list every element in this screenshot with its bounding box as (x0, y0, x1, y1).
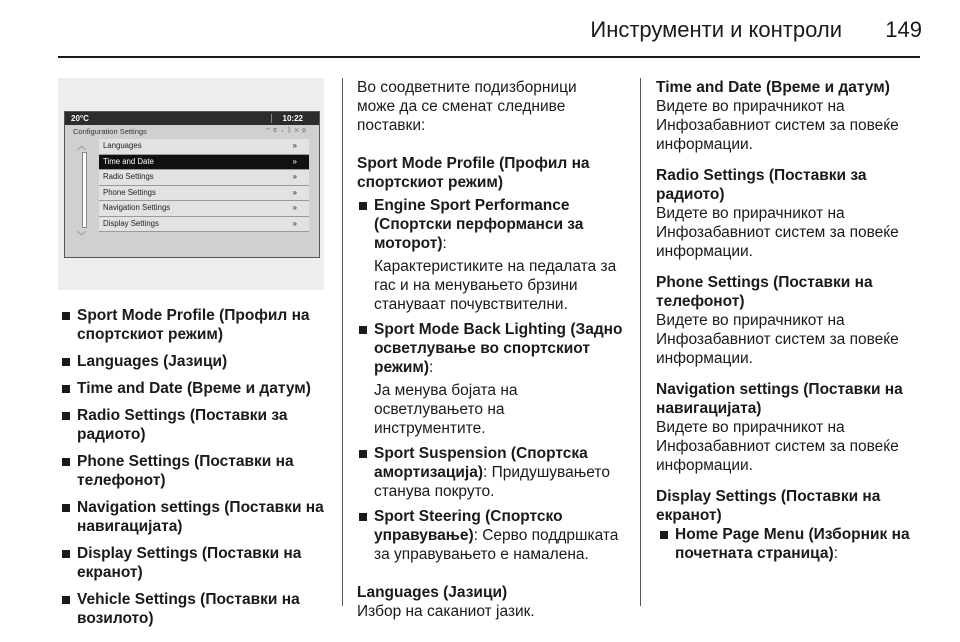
languages-description: Избор на саканиот јазик. (357, 603, 535, 620)
status-bar (65, 112, 319, 125)
screen-title: Configuration Settings (73, 127, 147, 136)
display-settings-heading: екранот) (656, 507, 722, 524)
intro-line: Во соодветните подизборници (357, 79, 577, 96)
menu-item[interactable] (99, 155, 309, 171)
clock-readout: 10:22 (282, 114, 303, 123)
settings-list-item: Phone Settings (Поставки на телефонот) (60, 452, 330, 490)
scroll-down-icon[interactable]: ﹀ (77, 231, 87, 241)
settings-icon: ⚙ (301, 127, 309, 134)
column-2 (357, 78, 629, 621)
menu-item[interactable] (99, 139, 309, 155)
settings-menu (99, 139, 309, 232)
lighting-bullet: Sport Mode Back Lighting (Задно осветлување во спортскиот режим): Ја менува бојата на осветлувањето на инструментите. (357, 320, 629, 438)
intro-line: може да се сменат следниве (357, 98, 566, 115)
languages-heading: Languages (Јазици) (357, 584, 508, 601)
menu-item-label: Time and Date (103, 156, 154, 166)
menu-item[interactable] (99, 170, 309, 186)
mute-icon: ✕ (294, 127, 302, 134)
temperature-readout: 20°C (71, 114, 89, 123)
settings-list-item: Languages (Јазици) (60, 352, 330, 371)
column-1 (60, 306, 330, 636)
column-divider-1 (342, 78, 343, 606)
menu-item-label: Languages (103, 141, 142, 150)
sport-mode-heading: Sport Mode Profile (Профил на (357, 155, 590, 172)
menu-item[interactable] (99, 186, 309, 202)
status-divider (271, 114, 272, 123)
home-page-bullet: Home Page Menu (Изборник на почетната страница): (658, 525, 936, 563)
menu-item-label: Phone Settings (103, 187, 156, 197)
column-divider-2 (640, 78, 641, 606)
chevron-right-icon: » (292, 172, 297, 181)
settings-section: Radio Settings (Поставки за радиото) Видете во прирачникот на Инфозабавниот систем за повеќе информации. (656, 167, 899, 260)
menu-item[interactable] (99, 217, 309, 233)
column-3 (656, 78, 936, 563)
chevron-right-icon: » (292, 203, 297, 212)
engine-bullet: Engine Sport Performance (Спортски перформанси за моторот): Карактеристиките на педалата за гас и на менувањето брзини стануваат почувствителни. (357, 196, 629, 314)
settings-list-item: Radio Settings (Поставки за радиото) (60, 406, 330, 444)
settings-list-item: Navigation settings (Поставки на навигацијата) (60, 498, 330, 536)
chevron-right-icon: » (292, 156, 297, 166)
signal-icon: ▴ (280, 127, 288, 134)
menu-item-label: Radio Settings (103, 172, 154, 181)
settings-section: Phone Settings (Поставки на телефонот) Видете во прирачникот на Инфозабавниот систем за повеќе информации. (656, 274, 899, 367)
menu-item-label: Display Settings (103, 218, 159, 228)
suspension-bullet: Sport Suspension (Спортска амортизација): Придушувањето станува покруто. (357, 444, 629, 501)
scroll-up-icon[interactable]: ︿ (77, 141, 87, 151)
chevron-right-icon: » (292, 187, 297, 197)
steering-bullet: Sport Steering (Спортско управување): Серво поддршката за управувањето е намалена. (357, 507, 629, 564)
intro-line: поставки: (357, 117, 426, 134)
header-title: Инструменти и контроли (590, 17, 842, 42)
header-rule (58, 56, 920, 58)
settings-list-item: Display Settings (Поставки на екранот) (60, 544, 330, 582)
chevron-right-icon: » (292, 141, 297, 150)
settings-section: Navigation settings (Поставки на навигацијата) Видете во прирачникот на Инфозабавниот систем за повеќе информации. (656, 381, 903, 474)
settings-section: Time and Date (Време и датум) Видете во прирачникот на Инфозабавниот систем за повеќе информации. (656, 79, 899, 153)
scrollbar[interactable] (82, 152, 87, 228)
phone-icon: ✆ (272, 127, 281, 134)
infotainment-screen (64, 111, 320, 258)
sport-mode-heading: спортскиот режим) (357, 174, 504, 191)
menu-item[interactable] (99, 201, 309, 217)
display-settings-heading: Display Settings (Поставки на (656, 488, 881, 505)
settings-list-item: Time and Date (Време и датум) (60, 379, 330, 398)
settings-list-item: Sport Mode Profile (Профил на спортскиот режим) (60, 306, 330, 344)
screen-image (58, 78, 324, 290)
settings-list-item: Vehicle Settings (Поставки на возилото) (60, 590, 330, 628)
wifi-icon: ◠ (265, 127, 273, 134)
chevron-right-icon: » (292, 218, 297, 228)
bluetooth-icon: ᛒ (287, 127, 295, 134)
status-icons (266, 127, 309, 134)
menu-item-label: Navigation Settings (103, 203, 171, 212)
page-number: 149 (885, 17, 922, 42)
